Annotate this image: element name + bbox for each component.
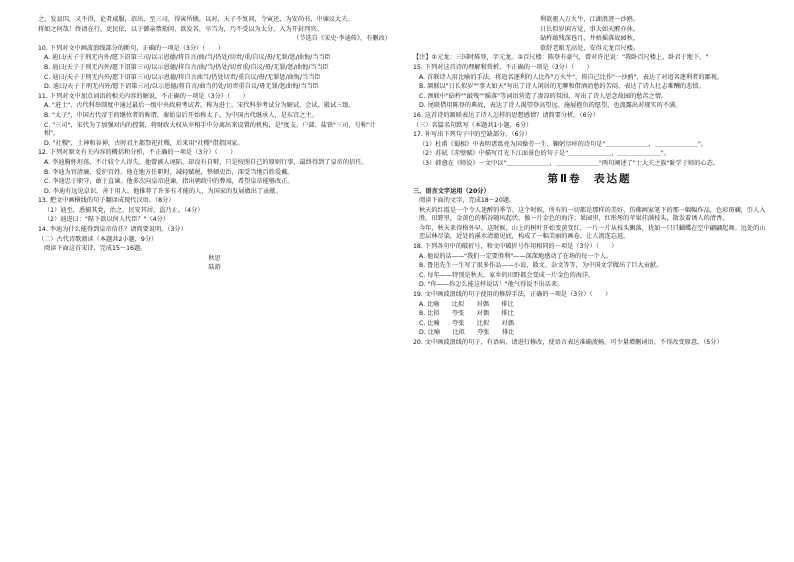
- poem-line: 日长似岁闲方觉，事大如天醉亦休。: [540, 25, 639, 33]
- question-13-item: （2）迪进曰："陛下欲以何人代臣？"（4分）: [44, 216, 169, 224]
- question-14-stem: 14. 李迪为什么能得到皇帝信任？请简要说明。（3分）: [38, 226, 187, 234]
- question-13-item: （1）迪至，悉捕其党，治之，民安其居，盗乃止。（4分）: [44, 206, 204, 214]
- question-11-stem: 11. 下列对文中加点词语的相关内容的解说，不正确的一项是（3分）（ ）: [38, 92, 249, 100]
- left-column: [38, 16, 391, 274]
- question-11-option-a: A. "进士"，古代科举制度中通过最后一级中央政府考试者，称为进士。宋代科举考试分为解试、会试、殿试三级。: [44, 102, 355, 110]
- question-15-option-a: A. 首联诗人用比喻的手法，将追名逐利的人比作"万火牛"，将自己比作"一沙鸥"，表达了对追名逐利者的鄙视。: [419, 73, 724, 81]
- question-11-option-c: C. "三司"，宋代为了加强对内的控制，将财政大权从宰相手中分离出来设置的机构，是"度支、户部、盐铁"三司，号称"计相"。: [44, 121, 376, 138]
- question-12-option-b: B. 李迪为官清廉，爱护百姓。他在地方任职时，减轻赋税，整顿吏治，深受当地百姓爱戴。: [44, 168, 294, 176]
- question-12-option-d: D. 李迪有远见卓识，善于用人。他推荐了许多有才能的人，为国家的发展做出了贡献。: [44, 187, 282, 195]
- question-18-option-d: D. "你——你怎么能这样说话！"他气得说不出话来。: [419, 281, 564, 289]
- question-12-option-c: C. 李迪忠于职守，敢于直谏。他多次向皇帝进谏，指出朝政中的弊端，希望皇帝能够改正。: [44, 178, 294, 186]
- question-17-item: （1）杜甫《蜀相》中表明诸葛亮为国操劳一生、鞠躬尽瘁的诗句是"＿＿＿＿＿＿＿，＿＿＿＿＿＿＿"。: [419, 140, 708, 148]
- poem-intro: 阅读下面这首宋诗，完成15～16题。: [44, 245, 147, 253]
- question-12-option-a: A. 李迪胸怀坦荡，不计较个人得失。他曾被人诬陷，却没有自辩，只是按照自己的原则行事，最终得到了皇帝的信任。: [44, 158, 368, 166]
- question-10-option-d: D. 迪曰/天子于刑无内外/愿下诏第三司/以示恩德/将自言/曲当仍处/切责重自议/毋无罪/惩曲悔/当当臣: [44, 83, 319, 91]
- passage-source: （节选自《宋史·李迪传》，有删改）: [293, 35, 391, 43]
- passage-paragraph: 秋天的红霞是一个令人迷醉的季节。这个时候，所有的一切都是那样的美好，仿佛画家笔下的那一幅幅作品，色彩斑斓，引人入胜。田野里，金黄色的稻谷随风起伏，像一片金色的海洋；果园里，红彤彤的苹果挂满枝头，散发着诱人的清香。: [419, 206, 766, 223]
- passage-paragraph: 今年，秋天来得格外早。这时候，山上的树叶开始变黄变红，一片一片从枝头飘落，犹如一只只蝴蝶在空中翩翩起舞。远处的山峦层林尽染，近处的溪水清澈见底，构成了一幅美丽的画卷，让人流连忘返。: [419, 224, 766, 241]
- question-10-option-b: B. 迪曰/天子于刑无内外/愿下诏第三司/以示恩德/将自言/曲/当/仍处/切责重/自议/毋/无罪/惩/曲悔/当当臣: [44, 63, 329, 71]
- poem-section-header: （二）古代诗歌阅读（本题共2小题，9分）: [38, 235, 158, 243]
- question-15-stem: 15. 下列对这首诗的理解和赏析，不正确的一项是（3分）（ ）: [413, 63, 593, 71]
- question-19-option-a: A. 比喻 比拟 对偶 排比: [419, 300, 514, 308]
- question-13-stem: 13. 把文中画横线的句子翻译成现代汉语。（8分）: [38, 197, 175, 205]
- part-intro: 阅读下面的文字，完成18～20题。: [419, 197, 516, 205]
- question-19-option-b: B. 比拟 夸张 对偶 排比: [419, 310, 514, 318]
- question-11-option-d: D. "社稷"，土神和谷神，古时君主都祭祀社稷，后来用"社稷"借指国家。: [44, 139, 244, 147]
- question-16-stem: 16. 这首诗的颔联表达了诗人怎样的思想感情？请简要分析。（6分）: [413, 111, 599, 119]
- right-column: [413, 16, 766, 349]
- poem-line: 利欲驱人万火牛，江湖浪迹一沙鸥。: [540, 16, 639, 23]
- poem-note: 【注】①元龙：三国时陈登，字元龙。②百尺楼：陈登有豪气，曾对许汜说："我卧百尺楼上，卧君于地下。": [413, 54, 709, 62]
- question-10-option-c: C. 迪曰/天子于刑无内外/愿下诏第三司/以示恩德/将自言曲当/仍处切责/重自议/毋/无罪惩/曲悔/当当臣: [44, 73, 321, 81]
- part-heading: 三、语言文字运用（20分）: [413, 187, 490, 195]
- question-11-option-b: B. "太子"，中国古代帝王的继位者的称谓，秦始皇后开始称太子。为中国古代继承人，是东宫之主。: [44, 111, 318, 119]
- question-15-option-b: B. 颔联以"日长似岁""事大如天"写出了诗人闲居的无聊和借酒消愁的苦闷，表达了诗人壮志难酬的悲愤。: [419, 83, 705, 91]
- question-18-option-c: C. 每年——特别是秋天，家乡的田野都会变成一片金色的海洋。: [419, 271, 595, 279]
- question-18-stem: 18. 下列各句中的破折号，和文中破折号作用相同的一项是（3分）（ ）: [413, 243, 618, 251]
- question-18-option-b: B. 鲁迅先生一生写了很多作品——小说、散文、杂文等等，为中国文学做出了巨大贡献。: [419, 262, 663, 270]
- section-title: 第Ⅱ卷 表达题: [547, 172, 632, 185]
- poem-title: 秋思: [208, 254, 221, 262]
- question-15-option-c: C. 颈联中"砧杵""敲残""摇落"等词语营造了凄凉的氛围，写出了诗人思念故园的愁苦之情。: [419, 92, 668, 100]
- question-19-option-d: D. 比喻 比拟 夸张 排比: [419, 329, 515, 337]
- question-18-option-a: A. 他说的话——"我们一定要胜利"——深深地感动了在场的每一个人。: [419, 252, 613, 260]
- poem-line: 砧杵敲残深巷月，井梧摇落故园秋。: [540, 35, 639, 43]
- passage-paragraph: 将如之何哉！终请在行。吏民依，以于御亲禁劾问，欲发名，卒当为，乃不受以为太分，入为开封判官。: [38, 25, 323, 33]
- recitation-section-header: （三）名篇名句默写（本题共1小题，6分）: [413, 121, 533, 129]
- question-19-option-c: C. 比喻 夸张 比拟 对偶: [419, 319, 514, 327]
- question-20-stem: 20. 文中画波浪线的句子，有语病，请进行修改，使语言表达准确流畅。可少量增删词语，不得改变原意。（5分）: [413, 339, 723, 346]
- question-17-item: （2）苏轼《赤壁赋》中描写月光下江面景色的句子是"＿＿＿＿＿＿＿，＿＿＿＿＿＿＿"。: [419, 150, 670, 158]
- question-10-option-a: A. 迪曰/天子于刑无内外/愿下诏第三司/以示恩德/将自言/曲/当/仍处/切责/重/自议/毋/无罪/惩/曲悔/当当臣: [44, 54, 331, 62]
- question-17-stem: 17. 补写出下列句子中的空缺部分。（6分）: [413, 131, 531, 139]
- question-15-option-d: D. 尾联借用陈登的典故，表达了诗人渴望登高望远、施展抱负的愿望，也流露出对现实的不满。: [419, 102, 682, 110]
- poem-line: 欲舒老眼无高处，安得元龙百尺楼。: [540, 44, 639, 52]
- passage-paragraph: 之，发县囚，又不得，论者咸服，诏出，至三司，得寅所擒，以对，天子不复问，令寅还，为安尚书，中谏议大夫。: [38, 16, 354, 23]
- question-12-stem: 12. 下列对原文有关内容的概括和分析，不正确的一项是（3分）（ ）: [38, 149, 237, 157]
- question-19-stem: 19. 文中画波浪线的句子使用的修辞手法，正确的一项是（3分）（ ）: [413, 291, 612, 299]
- poem-author: 陆游: [208, 264, 221, 272]
- question-10-stem: 10. 下列对文中画波浪线部分的断句，正确的一项是（3分）（ ）: [38, 44, 224, 52]
- question-17-item: （3）韩愈在《师说》一文中以"＿＿＿＿＿＿＿，＿＿＿＿＿＿＿"两句阐述了"士大夫之族"耻学于师的心态。: [419, 159, 719, 167]
